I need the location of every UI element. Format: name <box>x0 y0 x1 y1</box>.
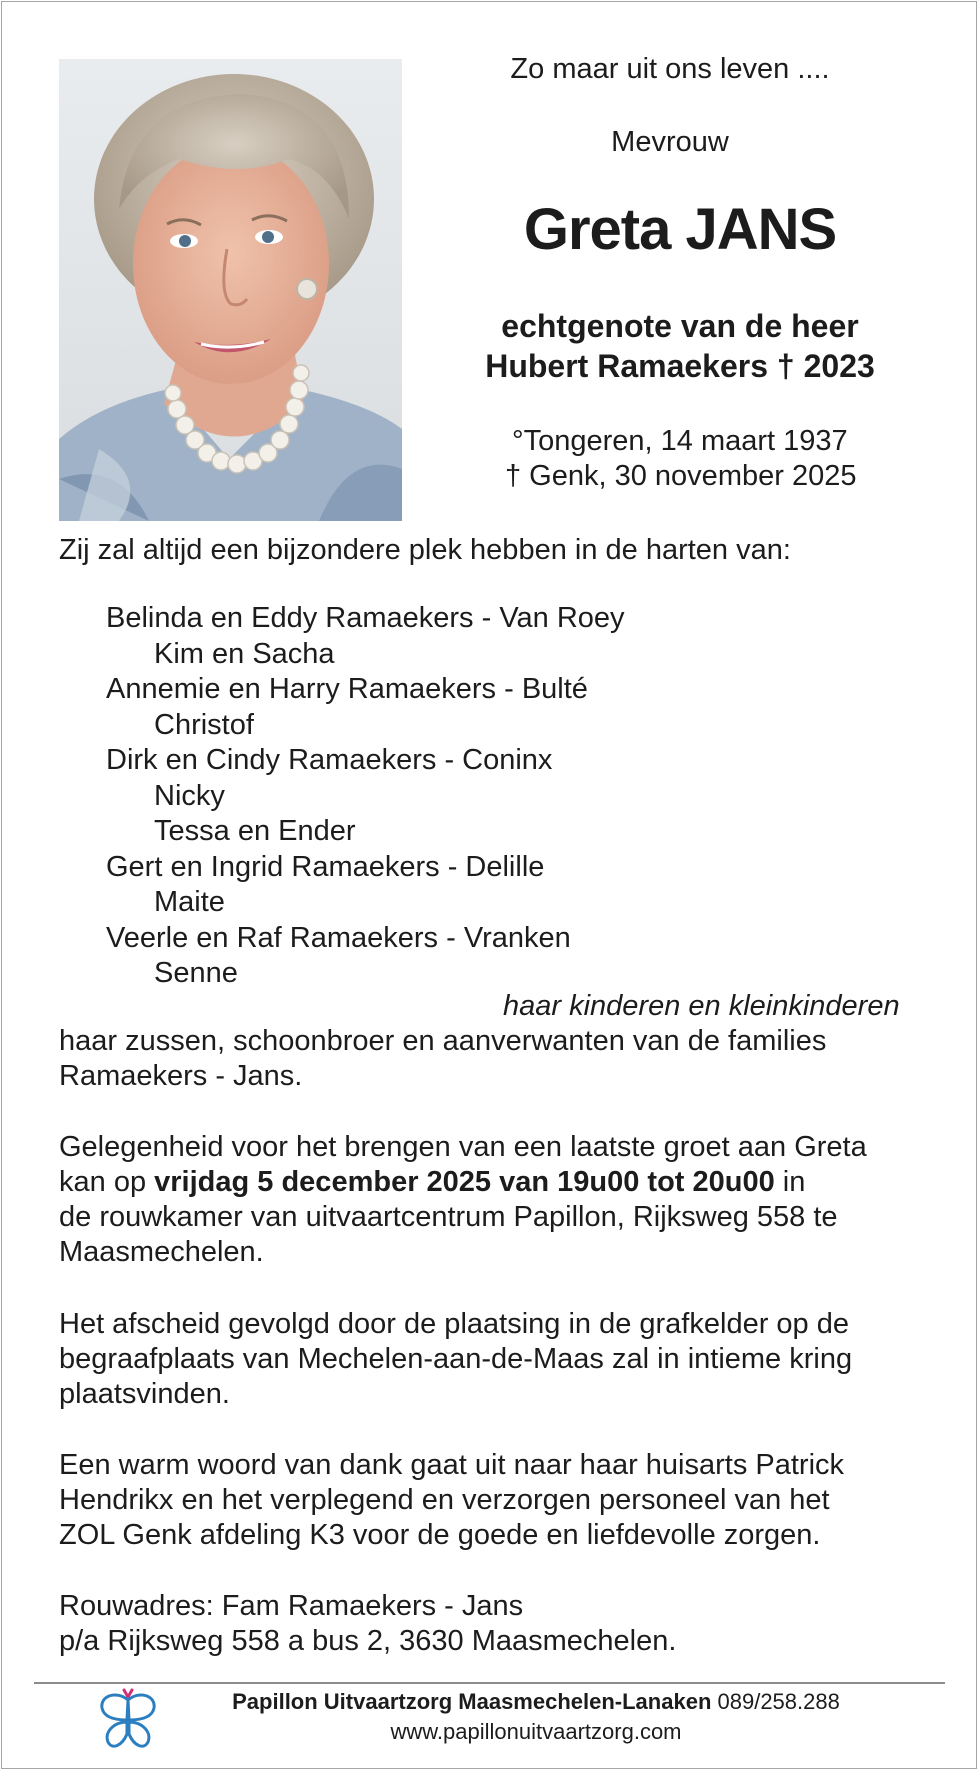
grandchild-row: Maite <box>154 886 225 918</box>
visitation-line-1: Gelegenheid voor het brengen van een laatste groet aan Greta <box>59 1131 867 1163</box>
visitation-paragraph <box>59 1130 939 1270</box>
grandchild-row: Christof <box>154 708 254 741</box>
grandchild-row: Senne <box>154 957 238 989</box>
family-row: Belinda en Eddy Ramaekers - Van Roey <box>106 602 625 634</box>
butterfly-logo-icon <box>94 1686 164 1756</box>
company-phone: 089/258.288 <box>711 1689 840 1714</box>
farewell-line-2: begraafplaats van Mechelen-aan-de-Maas zal in intieme kring <box>59 1343 853 1375</box>
relatives-line-1: haar zussen, schoonbroer en aanverwanten van de families <box>59 1025 827 1057</box>
address-line-1: Rouwadres: Fam Ramaekers - Jans <box>59 1590 524 1622</box>
website-link[interactable]: www.papillonuitvaartzorg.com <box>390 1719 682 1744</box>
family-row: Dirk en Cindy Ramaekers - Coninx <box>106 744 553 776</box>
visitation-line-4: Maasmechelen. <box>59 1236 264 1268</box>
deceased-name: Greta JANS <box>523 197 837 262</box>
title-text: Mevrouw <box>611 126 729 158</box>
relatives-line-2: Ramaekers - Jans. <box>59 1060 303 1092</box>
intro-text: Zo maar uit ons leven .... <box>510 53 830 85</box>
visitation-pre: kan op <box>59 1166 155 1198</box>
farewell-paragraph <box>59 1307 939 1412</box>
portrait-photo <box>59 59 402 521</box>
thanks-line-1: Een warm woord van dank gaat uit naar haar huisarts Patrick <box>59 1449 845 1481</box>
family-row: Veerle en Raf Ramaekers - Vranken <box>106 921 571 954</box>
family-row: Gert en Ingrid Ramaekers - Delille <box>106 850 545 883</box>
family-list <box>106 601 625 992</box>
visitation-post: in <box>774 1166 806 1198</box>
address-line-2: p/a Rijksweg 558 a bus 2, 3630 Maasmechelen. <box>59 1625 677 1657</box>
grandchild-row: Kim en Sacha <box>154 637 335 670</box>
visitation-line-2 <box>59 1165 939 1200</box>
heart-intro-line: Zij zal altijd een bijzondere plek hebben in de harten van: <box>59 534 791 566</box>
farewell-line-1: Het afscheid gevolgd door de plaatsing in de grafkelder op de <box>59 1308 849 1340</box>
grandchild-row: Nicky <box>154 779 225 812</box>
spouse-line-1: echtgenote van de heer <box>501 308 859 344</box>
death-date: † Genk, 30 november 2025 <box>505 460 857 492</box>
thanks-line-2: Hendrikx en het verplegend en verzorgen personeel van het <box>59 1484 830 1516</box>
family-row: Annemie en Harry Ramaekers - Bulté <box>106 673 588 705</box>
address-paragraph <box>59 1589 939 1659</box>
visitation-datetime: vrijdag 5 december 2025 van 19u00 tot 20u00 <box>154 1166 775 1198</box>
thanks-paragraph <box>59 1448 939 1553</box>
grandchild-row: Tessa en Ender <box>154 815 356 847</box>
birth-date: °Tongeren, 14 maart 1937 <box>512 425 848 457</box>
farewell-line-3: plaatsvinden. <box>59 1378 230 1410</box>
visitation-line-3: de rouwkamer van uitvaartcentrum Papillon, Rijksweg 558 te <box>59 1201 838 1233</box>
spouse-line-2: Hubert Ramaekers † 2023 <box>485 348 875 384</box>
thanks-line-3: ZOL Genk afdeling K3 voor de goede en liefdevolle zorgen. <box>59 1519 821 1551</box>
company-name: Papillon Uitvaartzorg Maasmechelen-Lanaken <box>232 1689 712 1714</box>
funeral-home-footer <box>186 1687 886 1747</box>
footer-divider <box>34 1682 945 1684</box>
family-caption: haar kinderen en kleinkinderen <box>503 990 900 1022</box>
relatives-paragraph <box>59 1024 939 1094</box>
